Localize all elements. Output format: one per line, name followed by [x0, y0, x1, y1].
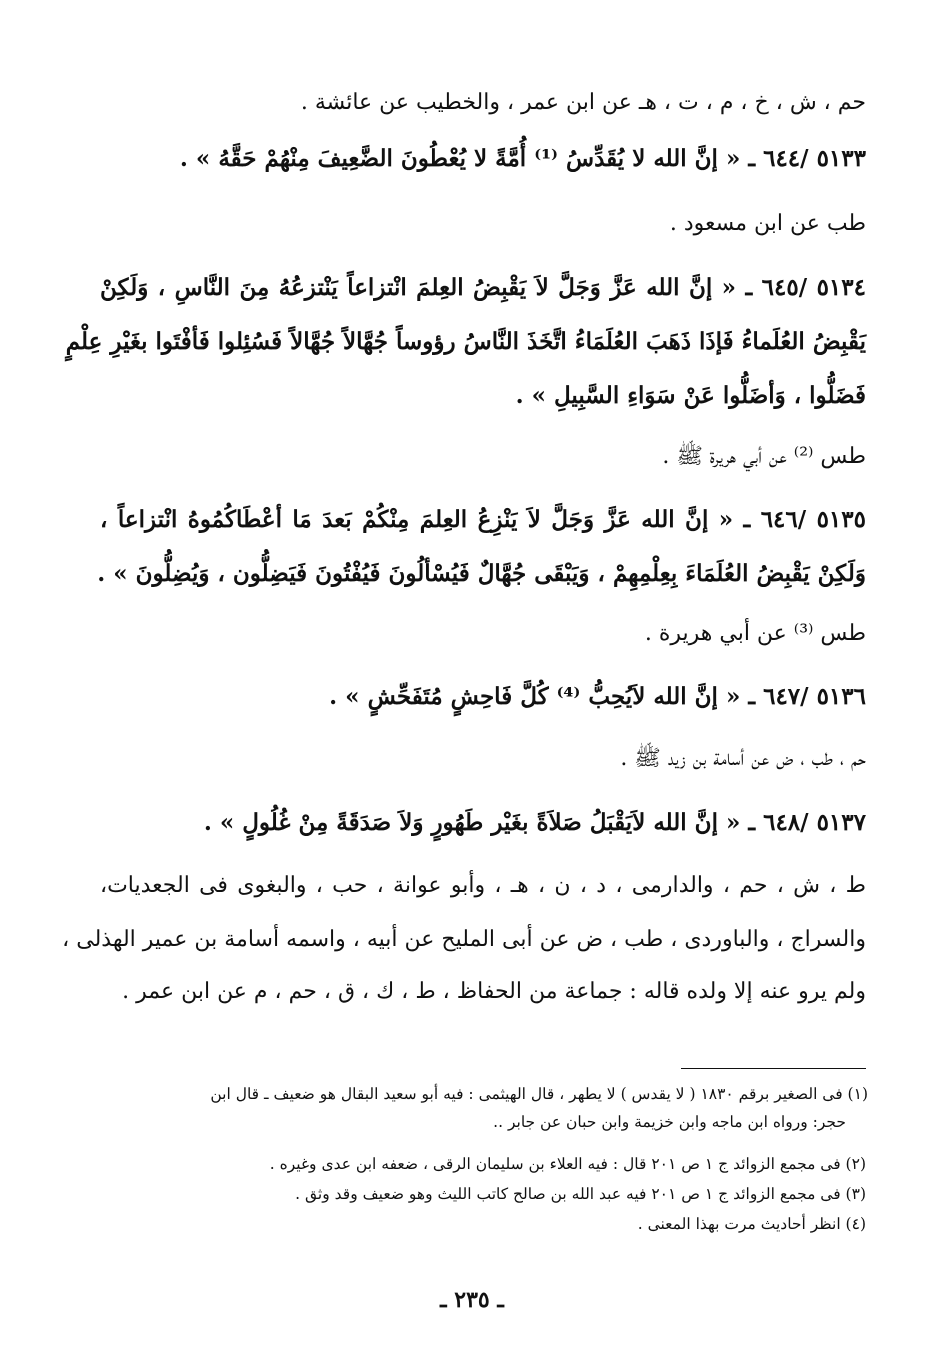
source-line: طس ⁽²⁾ عن أبي هريرة ﷺ . [662, 444, 866, 469]
hadith-645-line-1: ٥١٣٤ /٦٤٥ ـ « إنَّ الله عَزَّ وَجَلَّ لاَ يَقْبِضُ العِلمَ انْتزاعاً يَنْتزعُهُ مِنَ النَّاسِ ، وَلَكِنْ [100, 274, 866, 301]
footnote-4: (٤) انظر أحاديث مرت بهذا المعنى . [637, 1215, 866, 1233]
source-line: ولم يرو عنه إلا ولده قاله : جماعة من الحفاظ ، ط ، ك ، ق ، حم ، م عن ابن عمر . [122, 979, 866, 1004]
footnote-2: (٢) فى مجمع الزوائد ج ١ ص ٢٠١ قال : فيه العلاء بن سليمان الرقى ، ضعفه ابن عدى وغيره . [269, 1155, 866, 1173]
source-line: طس ⁽³⁾ عن أبي هريرة . [644, 621, 866, 646]
hadith-645-line-3: فَضَلُّوا ، وَأضَلُّوا عَنْ سَوَاءِ السَّبِيلِ » . [515, 382, 866, 409]
footnote-1: (١) فى الصغير برقم ١٨٣٠ ( لا يقدس ) لا يطهر ، قال الهيثمى : فيه أبو سعيد البقال هو ضعيف ـ قال ابن [210, 1085, 868, 1103]
hadith-648: ٥١٣٧ /٦٤٨ ـ « إنَّ الله لاَيَقْبَلُ صَلاَةً بغَيْر طَهُورٍ وَلاَ صَدَقَةً مِنْ غُلُولٍ » . [203, 809, 866, 836]
hadith-646-line-1: ٥١٣٥ /٦٤٦ ـ « إنَّ الله عَزَّ وَجَلَّ لاَ يَنْزِعُ العِلمَ مِنْكُمْ بَعدَ مَا أعْطَاكُمُوهُ انْتزاعاً ، [100, 506, 866, 533]
hadith-647: ٥١٣٦ /٦٤٧ ـ « إنَّ الله لاَيُحِبُّ ⁽⁴⁾ كُلَّ فَاحِشٍ مُتَفَحِّشٍ » . [329, 683, 866, 710]
hadith-644: ٥١٣٣ /٦٤٤ ـ « إنَّ الله لا يُقَدِّسُ ⁽¹⁾ أُمَّةً لا يُعْطُونَ الضَّعِيفَ مِنْهُمْ حَقَّهُ » . [179, 145, 866, 172]
footnote-1-continued: حجر: ورواه ابن ماجه وابن خزيمة وابن حبان عن جابر .. [493, 1113, 846, 1131]
source-line: حم ، طب ، ض عن أسامة بن زيد ﷺ . [620, 746, 866, 771]
hadith-646-line-2: وَلَكِنْ يَقْبِضُ العُلَمَاءَ بِعِلْمِهِمْ ، وَيَبْقَى جُهَّالٌ فَيُسْألُونَ فَيُفْتُونَ فَيَضِلُّون ، وَيُضِلُّونَ » . [97, 560, 866, 587]
source-line: طب عن ابن مسعود . [669, 211, 866, 236]
footnote-separator [681, 1068, 866, 1069]
footnote-3: (٣) فى مجمع الزوائد ج ١ ص ٢٠١ فيه عبد الله بن صالح كاتب الليث وهو ضعيف وقد وثق . [295, 1185, 866, 1203]
source-line: حم ، ش ، خ ، م ، ت ، هـ عن ابن عمر ، والخطيب عن عائشة . [300, 90, 866, 115]
source-line: والسراج ، والباوردى ، طب ، ض عن أبى المليح عن أبيه ، واسمه أسامة بن عمير الهذلى ، [62, 927, 866, 952]
page-number: ـ ٢٣٥ ـ [440, 1287, 504, 1313]
source-line: ط ، ش ، حم ، والدارمى ، د ، ن ، هـ ، وأبو عوانة ، حب ، والبغوى فى الجعديات، [100, 873, 866, 898]
hadith-645-line-2: يَقْبِضُ العُلَماءُ فَإذَا ذَهَبَ العُلَمَاءُ اتَّخَذَ النَّاسُ رؤوساً جُهَّالاً جُهَّالاً فَسُئِلوا فَأفْتَوا بغَيْرِ عِلْمٍ [65, 328, 866, 355]
